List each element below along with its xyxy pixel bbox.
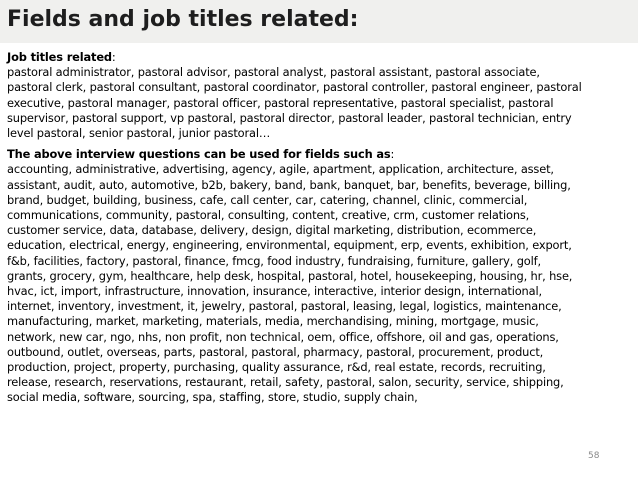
slide-content (7, 50, 635, 406)
job-titles-heading-label: Job titles related (7, 50, 112, 64)
fields-text: accounting, administrative, advertising, agency, agile, apartment, application, architecture, asset, assistant, audit, auto, automotive, b2b, bakery, band, bank, banquet, bar, benefits, beverage, billing, brand, budget, building, business, cafe, call center, car, catering, channel, clinic, commercial, communications, community, pastoral, consulting, content, creative, crm, customer relations, customer service, data, database, delivery, design, digital marketing, distribution, ecommerce, education, electrical, energy, engineering, environmental, equipment, erp, events, exhibition, export, f&b, facilities, factory, pastoral, finance, fmcg, food industry, fundraising, furniture, gallery, golf, grants, grocery, gym, healthcare, help desk, hospital, pastoral, hotel, housekeeping, housing, hr, hse, hvac, ict, import, infrastructure, innovation, insurance, interactive, interior design, international, internet, inventory, investment, it, jewelry, pastoral, pastoral, leasing, legal, logistics, maintenance, manufacturing, market, marketing, materials, media, merchandising, mining, mortgage, music, network, new car, ngo, nhs, non profit, non technical, oem, office, offshore, oil and gas, operations, outbound, outlet, overseas, parts, pastoral, pastoral, pharmacy, pastoral, procurement, product, production, project, property, purchasing, quality assurance, r&d, real estate, records, recruiting, release, research, reservations, restaurant, retail, safety, pastoral, salon, security, service, shipping, social media, software, sourcing, spa, staffing, store, studio, supply chain, (7, 162, 573, 405)
job-titles-heading-colon: : (111, 50, 116, 64)
job-titles-heading (7, 50, 635, 65)
page-number: 58 (588, 451, 600, 461)
slide-title: Fields and job titles related: (7, 7, 359, 32)
job-titles-text: pastoral administrator, pastoral advisor, pastoral analyst, pastoral assistant, pastoral associate, pastoral clerk, pastoral consultant, pastoral coordinator, pastoral controller, pastoral engineer, pastoral executive, pastoral manager, pastoral officer, pastoral representative, pastoral specialist, pastoral supervisor, pastoral support, vp pastoral, pastoral director, pastoral leader, pastoral technician, entry level pastoral, senior pastoral, junior pastoral… (7, 65, 582, 141)
title-bar (0, 0, 638, 43)
fields-heading-label: The above interview questions can be used for fields such as (7, 147, 391, 162)
fields-heading (7, 147, 635, 162)
fields-heading-colon: : (390, 147, 395, 162)
